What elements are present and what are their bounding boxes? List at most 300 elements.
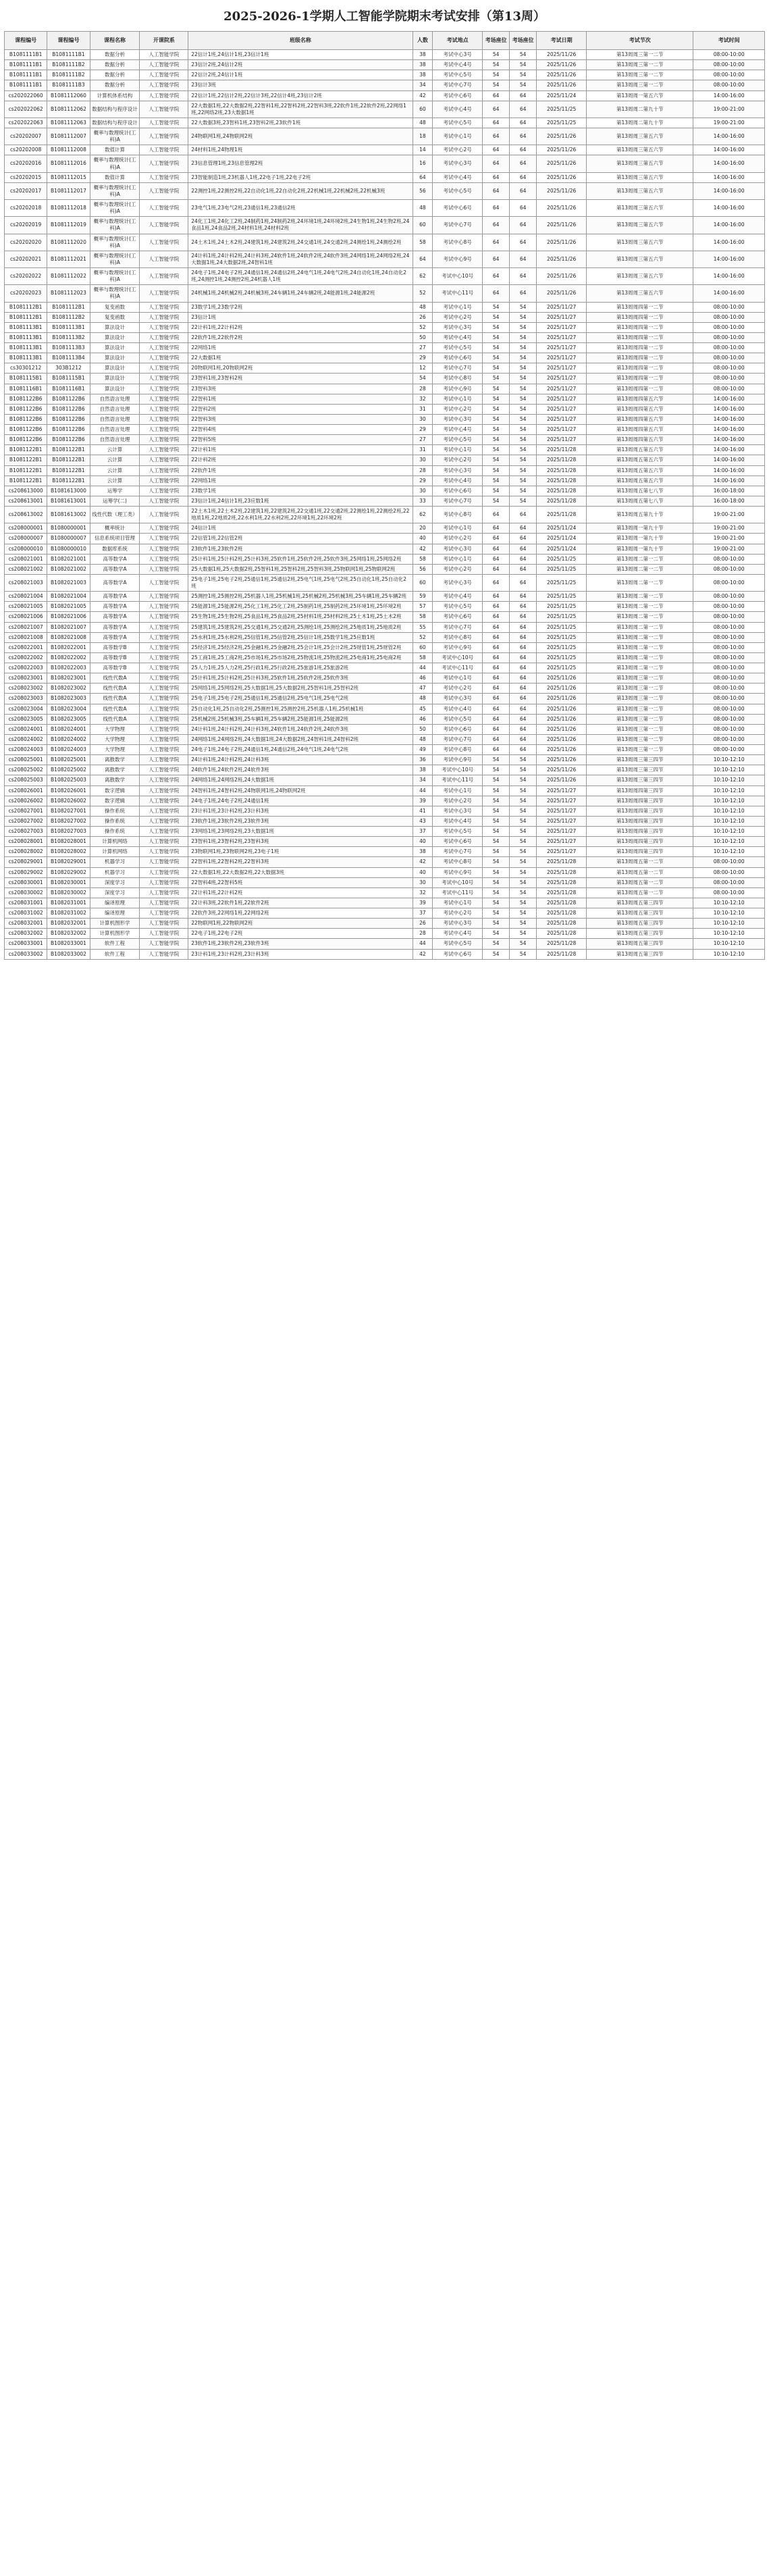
table-cell: 42: [413, 949, 433, 959]
table-cell: 54: [413, 373, 433, 384]
table-cell: 44: [413, 785, 433, 796]
table-cell: cs208000010: [5, 544, 47, 554]
table-cell: 54: [483, 496, 510, 506]
table-cell: B1081112015: [47, 172, 90, 182]
table-cell: 2025/11/27: [537, 332, 587, 342]
table-cell: 64: [510, 268, 537, 285]
table-cell: 2025/11/28: [537, 465, 587, 475]
table-cell: 第13周周二第一二节: [587, 592, 693, 602]
table-cell: 25电子1班,25电子2班,25通信1班,25通信2班,25电气1班,25电气2班: [188, 694, 413, 704]
table-cell: 54: [510, 322, 537, 332]
table-cell: 44: [413, 663, 433, 673]
table-cell: cs208023005: [5, 714, 47, 724]
table-row: [5, 80, 765, 91]
table-cell: B1081122B6: [5, 394, 47, 404]
column-header: 考试时间: [693, 32, 765, 50]
table-cell: 数值计算: [90, 172, 140, 182]
table-cell: B1081116B1: [5, 384, 47, 394]
table-cell: 编译原理: [90, 898, 140, 908]
table-cell: 2025/11/27: [537, 353, 587, 363]
table-cell: 2025/11/27: [537, 404, 587, 414]
table-cell: 2025/11/25: [537, 602, 587, 612]
table-cell: 64: [483, 564, 510, 574]
table-cell: 第13周周五第一二节: [587, 887, 693, 898]
table-cell: 2025/11/27: [537, 414, 587, 424]
table-cell: 人工智能学院: [140, 857, 188, 867]
table-cell: 54: [483, 837, 510, 847]
table-cell: 高等数学A: [90, 592, 140, 602]
table-cell: 52: [413, 632, 433, 642]
table-cell: 10:10-12:10: [693, 949, 765, 959]
table-cell: 考试中心9号: [433, 642, 483, 652]
table-cell: 25计科1班,25计科2班,25计科3班,25软件1班,25软件2班,25软件3班: [188, 673, 413, 684]
table-cell: 2025/11/28: [537, 507, 587, 523]
table-cell: 54: [510, 898, 537, 908]
table-cell: 64: [510, 704, 537, 714]
table-cell: 操作系统: [90, 827, 140, 837]
table-cell: 第13周周三第一二节: [587, 704, 693, 714]
table-cell: 考试中心1号: [433, 898, 483, 908]
table-cell: cs208032001: [5, 919, 47, 929]
table-cell: B1081112021: [47, 251, 90, 267]
table-cell: 2025/11/27: [537, 312, 587, 322]
table-cell: 64: [510, 642, 537, 652]
table-cell: 57: [413, 602, 433, 612]
table-cell: 第13周周二第九十节: [587, 118, 693, 128]
table-cell: cs20202018: [5, 200, 47, 217]
table-cell: B1081111B1: [47, 50, 90, 60]
table-cell: 54: [483, 60, 510, 70]
table-cell: 54: [510, 435, 537, 445]
table-cell: 59: [413, 592, 433, 602]
table-row: [5, 70, 765, 80]
table-cell: 22大数据1班,22大数据2班,22大数据3班: [188, 867, 413, 877]
table-cell: 2025/11/26: [537, 251, 587, 267]
table-row: [5, 642, 765, 652]
table-cell: cs208029002: [5, 867, 47, 877]
table-cell: cs20202007: [5, 128, 47, 145]
table-cell: 2025/11/27: [537, 302, 587, 312]
table-cell: 2025/11/28: [537, 496, 587, 506]
column-header: 考试地点: [433, 32, 483, 50]
table-cell: 2025/11/27: [537, 837, 587, 847]
table-row: [5, 785, 765, 796]
table-cell: 64: [483, 145, 510, 155]
table-cell: 23智能制造1班,23机器人1班,22电子1班,22电子2班: [188, 172, 413, 182]
table-cell: 30: [413, 486, 433, 496]
table-row: [5, 302, 765, 312]
table-cell: 运筹学: [90, 486, 140, 496]
table-cell: 考试中心1号: [433, 554, 483, 564]
table-cell: 深度学习: [90, 877, 140, 887]
table-cell: 08:00-10:00: [693, 363, 765, 373]
table-cell: 考试中心9号: [433, 384, 483, 394]
table-cell: cs208028001: [5, 837, 47, 847]
table-cell: 第13周周二第一二节: [587, 564, 693, 574]
table-cell: B1081112062: [47, 101, 90, 118]
table-cell: B1080000010: [47, 544, 90, 554]
table-cell: 64: [483, 118, 510, 128]
table-cell: 第13周周三第五六节: [587, 145, 693, 155]
table-cell: 38: [413, 847, 433, 857]
table-cell: 23智科3班: [188, 384, 413, 394]
table-cell: 考试中心5号: [433, 827, 483, 837]
table-cell: 第13周周三第五六节: [587, 200, 693, 217]
table-cell: 第13周周四第一二节: [587, 373, 693, 384]
table-cell: 47: [413, 684, 433, 694]
table-cell: 第13周周四第一二节: [587, 343, 693, 353]
table-cell: B1081112060: [47, 91, 90, 101]
table-row: [5, 663, 765, 673]
table-cell: 25测控1班,25测控2班,25机器人1班,25机械1班,25机械2班,25机械3班,25车辆1班,25车辆2班: [188, 592, 413, 602]
table-cell: 38: [413, 50, 433, 60]
table-cell: 28: [413, 384, 433, 394]
table-cell: 14:00-16:00: [693, 455, 765, 465]
table-cell: 大学物理: [90, 745, 140, 755]
table-cell: B1082021007: [47, 622, 90, 632]
table-cell: B1081122B6: [5, 425, 47, 435]
table-cell: cs20202016: [5, 155, 47, 172]
table-cell: 人工智能学院: [140, 554, 188, 564]
table-cell: 64: [483, 673, 510, 684]
table-cell: 64: [510, 200, 537, 217]
table-cell: 50: [413, 724, 433, 734]
table-cell: 考试中心2号: [433, 564, 483, 574]
table-cell: 第13周周三第一二节: [587, 50, 693, 60]
table-cell: 08:00-10:00: [693, 612, 765, 622]
table-cell: B1081122B1: [5, 445, 47, 455]
table-cell: 54: [510, 816, 537, 826]
table-cell: 第13周周四第一二节: [587, 384, 693, 394]
table-cell: 54: [483, 50, 510, 60]
table-cell: 08:00-10:00: [693, 694, 765, 704]
table-cell: 数据库系统: [90, 544, 140, 554]
table-cell: B1081613002: [47, 507, 90, 523]
table-cell: 30: [413, 414, 433, 424]
table-cell: 高等数学A: [90, 554, 140, 564]
table-cell: 24网络1班,24网络2班,24大数据1班,24大数据2班,24智科1班,24智科2班: [188, 734, 413, 744]
table-cell: 2025/11/26: [537, 145, 587, 155]
table-row: [5, 806, 765, 816]
table-cell: 54: [483, 887, 510, 898]
table-cell: 54: [483, 353, 510, 363]
table-row: [5, 919, 765, 929]
table-row: [5, 343, 765, 353]
table-cell: 人工智能学院: [140, 534, 188, 544]
table-cell: 54: [510, 312, 537, 322]
table-cell: B1081112B2: [47, 312, 90, 322]
table-cell: 自然语言处理: [90, 435, 140, 445]
table-cell: 自然语言处理: [90, 404, 140, 414]
table-cell: 08:00-10:00: [693, 652, 765, 663]
table-cell: 人工智能学院: [140, 404, 188, 414]
table-cell: 第13周周四第五六节: [587, 404, 693, 414]
table-row: [5, 684, 765, 694]
table-cell: 08:00-10:00: [693, 322, 765, 332]
table-cell: cs208026002: [5, 796, 47, 806]
table-cell: 54: [483, 404, 510, 414]
table-cell: 42: [413, 91, 433, 101]
table-cell: 08:00-10:00: [693, 353, 765, 363]
table-cell: 第13周周二第一二节: [587, 632, 693, 642]
table-cell: 第13周周五第五六节: [587, 475, 693, 486]
table-cell: 人工智能学院: [140, 70, 188, 80]
table-cell: B1082030001: [47, 877, 90, 887]
table-cell: 人工智能学院: [140, 465, 188, 475]
table-cell: 54: [483, 919, 510, 929]
table-cell: 22软件1班: [188, 465, 413, 475]
table-cell: 人工智能学院: [140, 91, 188, 101]
table-cell: B1082025002: [47, 765, 90, 775]
table-cell: 08:00-10:00: [693, 373, 765, 384]
table-cell: 64: [483, 745, 510, 755]
table-cell: 考试中心1号: [433, 302, 483, 312]
table-cell: B1081112019: [47, 217, 90, 234]
table-cell: 25能源1班,25能源2班,25化工1班,25化工2班,25制药1班,25制药2班,25环境1班,25环境2班: [188, 602, 413, 612]
table-cell: 64: [483, 592, 510, 602]
table-cell: 64: [483, 574, 510, 591]
table-cell: 第13周周五第一二节: [587, 867, 693, 877]
table-row: [5, 592, 765, 602]
table-cell: 第13周周三第三四节: [587, 755, 693, 765]
table-cell: 23物联网1班,23物联网2班,23电子1班: [188, 847, 413, 857]
table-cell: cs208027001: [5, 806, 47, 816]
table-row: [5, 887, 765, 898]
table-cell: 考试中心2号: [433, 145, 483, 155]
table-cell: B1081111B1: [5, 80, 47, 91]
table-cell: 60: [413, 101, 433, 118]
table-cell: cs208021005: [5, 602, 47, 612]
table-cell: 22土木1班,22土木2班,22建筑1班,22建筑2班,22交通1班,22交通2班,22测绘1班,22测绘2班,22地质1班,22地质2班,22水利1班,22水利2班,22环境1班,22环境2班: [188, 507, 413, 523]
table-cell: 08:00-10:00: [693, 867, 765, 877]
table-cell: B1081613001: [47, 496, 90, 506]
table-cell: cs208030002: [5, 887, 47, 898]
table-cell: 08:00-10:00: [693, 592, 765, 602]
table-cell: 高等数学B: [90, 663, 140, 673]
table-cell: 人工智能学院: [140, 50, 188, 60]
table-row: [5, 414, 765, 424]
table-cell: 人工智能学院: [140, 118, 188, 128]
table-cell: 计算机网络: [90, 847, 140, 857]
table-cell: 58: [413, 554, 433, 564]
table-row: [5, 837, 765, 847]
table-cell: 考试中心4号: [433, 332, 483, 342]
table-cell: B1082032001: [47, 919, 90, 929]
table-cell: 22计科1班: [188, 445, 413, 455]
table-cell: 概率与数理统计(工科)A: [90, 155, 140, 172]
table-cell: 2025/11/28: [537, 445, 587, 455]
table-cell: B1081113B3: [47, 343, 90, 353]
table-cell: 考试中心7号: [433, 847, 483, 857]
table-cell: 2025/11/25: [537, 652, 587, 663]
table-cell: B1081122B6: [5, 435, 47, 445]
table-cell: B1082021004: [47, 592, 90, 602]
table-cell: 54: [510, 404, 537, 414]
table-cell: 64: [510, 145, 537, 155]
table-cell: 54: [483, 332, 510, 342]
table-cell: 人工智能学院: [140, 652, 188, 663]
table-cell: 2025/11/25: [537, 642, 587, 652]
table-cell: 第13周周二第一二节: [587, 574, 693, 591]
table-cell: 24电子1班,24电子2班,24通信1班: [188, 796, 413, 806]
table-cell: 考试中心5号: [433, 118, 483, 128]
table-cell: 考试中心2号: [433, 534, 483, 544]
table-cell: 2025/11/28: [537, 867, 587, 877]
table-cell: 云计算: [90, 445, 140, 455]
table-cell: B1081613000: [47, 486, 90, 496]
table-cell: 2025/11/25: [537, 632, 587, 642]
table-cell: 22智科1班: [188, 394, 413, 404]
table-cell: 22大数据3班,23智科1班,23智科2班,23软件1班: [188, 118, 413, 128]
table-row: [5, 908, 765, 919]
table-cell: 2025/11/25: [537, 564, 587, 574]
table-cell: 08:00-10:00: [693, 724, 765, 734]
table-cell: 64: [510, 554, 537, 564]
table-cell: cs208613001: [5, 496, 47, 506]
table-cell: 54: [483, 322, 510, 332]
table-cell: cs208023002: [5, 684, 47, 694]
table-cell: 人工智能学院: [140, 445, 188, 455]
table-cell: cs208021007: [5, 622, 47, 632]
table-cell: B1081112008: [47, 145, 90, 155]
table-cell: 08:00-10:00: [693, 684, 765, 694]
table-cell: 复变函数: [90, 312, 140, 322]
table-cell: B1081111B2: [47, 70, 90, 80]
table-cell: 64: [510, 91, 537, 101]
table-cell: B1081115B1: [47, 373, 90, 384]
table-cell: 10:10-12:10: [693, 796, 765, 806]
table-cell: 55: [413, 622, 433, 632]
table-cell: 25工商1班,25工商2班,25市场1班,25市场2班,25物流1班,25物流2班,25电商1班,25电商2班: [188, 652, 413, 663]
table-cell: 54: [510, 765, 537, 775]
table-cell: 考试中心3号: [433, 919, 483, 929]
table-cell: 考试中心1号: [433, 523, 483, 534]
table-cell: 第13周周一第九十节: [587, 544, 693, 554]
table-cell: 23软件1班,23软件2班,23软件3班: [188, 939, 413, 949]
table-row: [5, 622, 765, 632]
column-header: 考场座位: [510, 32, 537, 50]
table-row: [5, 322, 765, 332]
table-cell: 2025/11/26: [537, 673, 587, 684]
table-cell: 人工智能学院: [140, 384, 188, 394]
table-row: [5, 949, 765, 959]
table-cell: 考试中心7号: [433, 363, 483, 373]
table-cell: 64: [510, 544, 537, 554]
table-cell: 考试中心6号: [433, 949, 483, 959]
table-cell: 22智科1班,22智科2班,22智科3班: [188, 857, 413, 867]
table-cell: 64: [483, 734, 510, 744]
table-cell: 2025/11/26: [537, 714, 587, 724]
table-cell: 2025/11/26: [537, 128, 587, 145]
table-cell: 54: [483, 765, 510, 775]
table-cell: 高等数学B: [90, 652, 140, 663]
table-cell: 第13周周四第三四节: [587, 796, 693, 806]
table-cell: 54: [483, 455, 510, 465]
table-cell: 34: [413, 775, 433, 785]
table-cell: 64: [483, 694, 510, 704]
table-cell: cs208032002: [5, 929, 47, 939]
table-cell: 14:00-16:00: [693, 128, 765, 145]
table-cell: B1081113B1: [5, 343, 47, 353]
table-cell: 25大数据1班,25大数据2班,25智科1班,25智科2班,25智科3班,25物联网1班,25物联网2班: [188, 564, 413, 574]
table-cell: 线性代数（理工类）: [90, 507, 140, 523]
table-cell: 08:00-10:00: [693, 554, 765, 564]
table-cell: 50: [413, 332, 433, 342]
table-cell: 64: [483, 602, 510, 612]
table-cell: 54: [510, 827, 537, 837]
table-cell: 算法设计: [90, 322, 140, 332]
table-cell: 64: [510, 694, 537, 704]
table-cell: 人工智能学院: [140, 919, 188, 929]
table-cell: 人工智能学院: [140, 806, 188, 816]
table-cell: 14:00-16:00: [693, 145, 765, 155]
table-cell: 人工智能学院: [140, 353, 188, 363]
table-cell: 64: [483, 622, 510, 632]
table-cell: 第13周周五第一二节: [587, 877, 693, 887]
table-cell: 考试中心1号: [433, 128, 483, 145]
table-cell: 32: [413, 394, 433, 404]
table-cell: 第13周周三第一二节: [587, 745, 693, 755]
table-cell: 08:00-10:00: [693, 80, 765, 91]
table-cell: 22大数据1班,22大数据2班,22智科1班,22智科2班,22智科3班,22软件1班,22软件2班,22网络1班,22网络2班,23大数据1班: [188, 101, 413, 118]
table-cell: 算法设计: [90, 363, 140, 373]
table-cell: 64: [510, 128, 537, 145]
table-cell: 23智科1班,23智科2班,23智科3班: [188, 837, 413, 847]
table-cell: 概率与数理统计(工科)A: [90, 234, 140, 251]
table-cell: 54: [510, 796, 537, 806]
table-cell: 56: [413, 564, 433, 574]
table-cell: 26: [413, 312, 433, 322]
table-cell: 信息系统项目管理: [90, 534, 140, 544]
table-cell: cs208021004: [5, 592, 47, 602]
table-cell: cs20202023: [5, 285, 47, 302]
table-cell: 考试中心2号: [433, 908, 483, 919]
table-cell: 54: [510, 455, 537, 465]
table-row: [5, 60, 765, 70]
table-cell: cs208025003: [5, 775, 47, 785]
table-cell: 10:10-12:10: [693, 837, 765, 847]
table-cell: cs208021001: [5, 554, 47, 564]
table-cell: 23电气1班,23电气2班,23通信1班,23通信2班: [188, 200, 413, 217]
table-cell: 人工智能学院: [140, 673, 188, 684]
table-cell: 54: [510, 384, 537, 394]
table-cell: 64: [510, 592, 537, 602]
table-cell: 34: [413, 80, 433, 91]
table-cell: 10:10-12:10: [693, 919, 765, 929]
table-row: [5, 602, 765, 612]
table-cell: 54: [483, 898, 510, 908]
table-cell: 人工智能学院: [140, 827, 188, 837]
table-cell: 08:00-10:00: [693, 877, 765, 887]
table-cell: 第13周周三第五六节: [587, 234, 693, 251]
table-cell: 第13周周一第九十节: [587, 534, 693, 544]
table-cell: 第13周周五第九十节: [587, 507, 693, 523]
table-cell: cs208025002: [5, 765, 47, 775]
table-cell: 人工智能学院: [140, 837, 188, 847]
table-cell: 14:00-16:00: [693, 91, 765, 101]
table-cell: 24软件1班,24软件2班,24软件3班: [188, 765, 413, 775]
table-cell: 考试中心9号: [433, 251, 483, 267]
table-cell: 64: [510, 564, 537, 574]
table-cell: 19:00-21:00: [693, 101, 765, 118]
table-cell: 58: [413, 612, 433, 622]
table-cell: 2025/11/27: [537, 394, 587, 404]
table-cell: 64: [510, 182, 537, 199]
table-cell: 25计科1班,25计科2班,25计科3班,25软件1班,25软件2班,25软件3班,25网络1班,25网络2班: [188, 554, 413, 564]
table-cell: 10:10-12:10: [693, 929, 765, 939]
table-cell: 62: [413, 268, 433, 285]
table-cell: B1081113B1: [5, 332, 47, 342]
